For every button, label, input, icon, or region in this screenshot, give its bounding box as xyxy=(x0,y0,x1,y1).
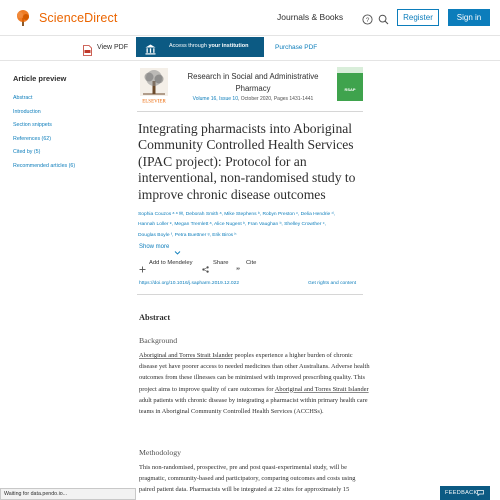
institution-icon xyxy=(145,42,156,53)
article-title: Integrating pharmacists into Aboriginal Community Controlled Health Services (IPAC project): Protocol for an interventional, non-randomised study to improve chronic disease outcomes xyxy=(138,121,356,202)
access-label xyxy=(169,43,248,49)
sidebar-item-recommended[interactable]: Recommended articles (6) xyxy=(13,162,76,169)
author-line[interactable]: Hannah Loller ᵉ, Megan Tremlett ᵃ, Alice Nugent ᵇ, Fran Vaughan ᵇ, Shelley Crowther ᶜ, xyxy=(138,222,326,228)
paragraph-text: peoples experience a higher burden of chronic disease yet have poorer access to needed medicines than other Australians. Adverse health outcomes from these illnesses can be minimised with improved prescribing quality. This project aims to improve quality of care outcomes for xyxy=(139,352,370,393)
abstract-heading: Abstract xyxy=(139,313,171,322)
sidebar-item-references[interactable]: References (62) xyxy=(13,135,51,142)
access-institution-button[interactable] xyxy=(136,37,264,57)
feedback-button[interactable] xyxy=(440,486,490,500)
article-toolbar xyxy=(0,37,500,61)
search-icon[interactable] xyxy=(378,12,389,23)
cover-label: RSAP xyxy=(344,87,356,92)
sidebar-item-section-snippets[interactable]: Section snippets xyxy=(13,122,52,129)
volume-pages: , October 2020, Pages 1431-1441 xyxy=(237,96,314,102)
methodology-heading: Methodology xyxy=(139,448,182,457)
show-more-button[interactable]: Show more xyxy=(139,244,170,250)
term-link[interactable]: Aboriginal and Torres Strait Islander xyxy=(274,385,369,393)
plus-icon[interactable] xyxy=(139,260,146,267)
journals-books-link[interactable]: Journals & Books xyxy=(277,12,344,22)
brand-name: ScienceDirect xyxy=(39,11,118,25)
article-outline-sidebar xyxy=(13,74,123,176)
chat-icon xyxy=(477,490,484,496)
article-actions xyxy=(139,260,369,273)
author-line[interactable]: Douglas Boyle ᶠ, Petra Buettner ᵍ, Erik Biros ʰ xyxy=(138,232,237,238)
svg-text:ELSEVIER: ELSEVIER xyxy=(142,99,166,105)
journal-title[interactable]: Research in Social and Administrative Pharmacy xyxy=(187,72,319,93)
author-line[interactable]: Sophia Couzos ᵃ ᵃ ✉, Deborah Smith ᵃ, Mike Stephens ᵇ, Robyn Preston ᶜ, Delia Hendrie ᵈ, xyxy=(138,212,335,217)
journal-volume xyxy=(172,96,334,102)
feedback-label: FEEDBACK xyxy=(445,490,478,496)
doi-link[interactable]: https://doi.org/10.1016/j.sapharm.2019.12.022 xyxy=(139,281,240,286)
sidebar-item-introduction[interactable]: Introduction xyxy=(13,108,41,115)
register-button[interactable]: Register xyxy=(397,9,439,26)
browser-status-bar: Waiting for data.pendo.io... xyxy=(0,488,136,500)
view-pdf-link[interactable]: View PDF xyxy=(97,44,128,51)
volume-issue-link[interactable]: Volume 16, Issue 10 xyxy=(192,96,238,102)
share-icon[interactable] xyxy=(202,260,209,267)
methodology-paragraph: This non-randomised, prospective, pre and post quasi-experimental study, will be pragmatic, community-based and participatory, comparing outcomes and costs using paired patient data. Pharmacists will be integrated at 22 sites for approximately 15 xyxy=(139,464,356,494)
journal-cover-image[interactable] xyxy=(337,67,363,101)
svg-text:”: ” xyxy=(236,266,240,273)
sidebar-item-cited-by[interactable]: Cited by (5) xyxy=(13,149,41,156)
cover-strip xyxy=(337,67,363,73)
quote-icon[interactable] xyxy=(236,260,243,273)
share-button[interactable]: Share xyxy=(213,260,229,266)
top-header xyxy=(0,0,500,36)
background-paragraph xyxy=(139,350,371,417)
divider xyxy=(137,111,363,112)
svg-text:?: ? xyxy=(365,16,370,24)
term-link[interactable]: Aboriginal and Torres Strait Islander xyxy=(139,352,233,359)
access-prefix: Access through xyxy=(169,43,209,49)
journal-info xyxy=(172,71,334,102)
elsevier-tree-logo-icon xyxy=(14,9,32,27)
sign-in-button[interactable]: Sign in xyxy=(448,9,490,26)
chevron-down-icon[interactable] xyxy=(174,243,181,250)
divider xyxy=(137,294,363,295)
pdf-icon xyxy=(83,43,92,54)
paragraph-text: adult patients with chronic disease by integrating a pharmacist within primary health care teams in Aboriginal Community Controlled Health Services (ACCHSs). xyxy=(139,396,368,416)
add-to-mendeley-button[interactable]: Add to Mendeley xyxy=(149,260,193,266)
sciencedirect-logo[interactable] xyxy=(14,9,117,27)
cite-button[interactable]: Cite xyxy=(246,260,257,266)
rights-link[interactable]: Get rights and content xyxy=(308,281,357,286)
sidebar-title: Article preview xyxy=(13,74,67,83)
elsevier-logo[interactable] xyxy=(139,67,169,105)
help-icon[interactable] xyxy=(362,12,373,23)
background-heading: Background xyxy=(139,336,178,345)
purchase-pdf-link[interactable]: Purchase PDF xyxy=(275,44,318,51)
access-institution-text: your institution xyxy=(208,43,249,49)
sidebar-item-abstract[interactable]: Abstract xyxy=(13,95,33,101)
author-list xyxy=(138,210,368,241)
